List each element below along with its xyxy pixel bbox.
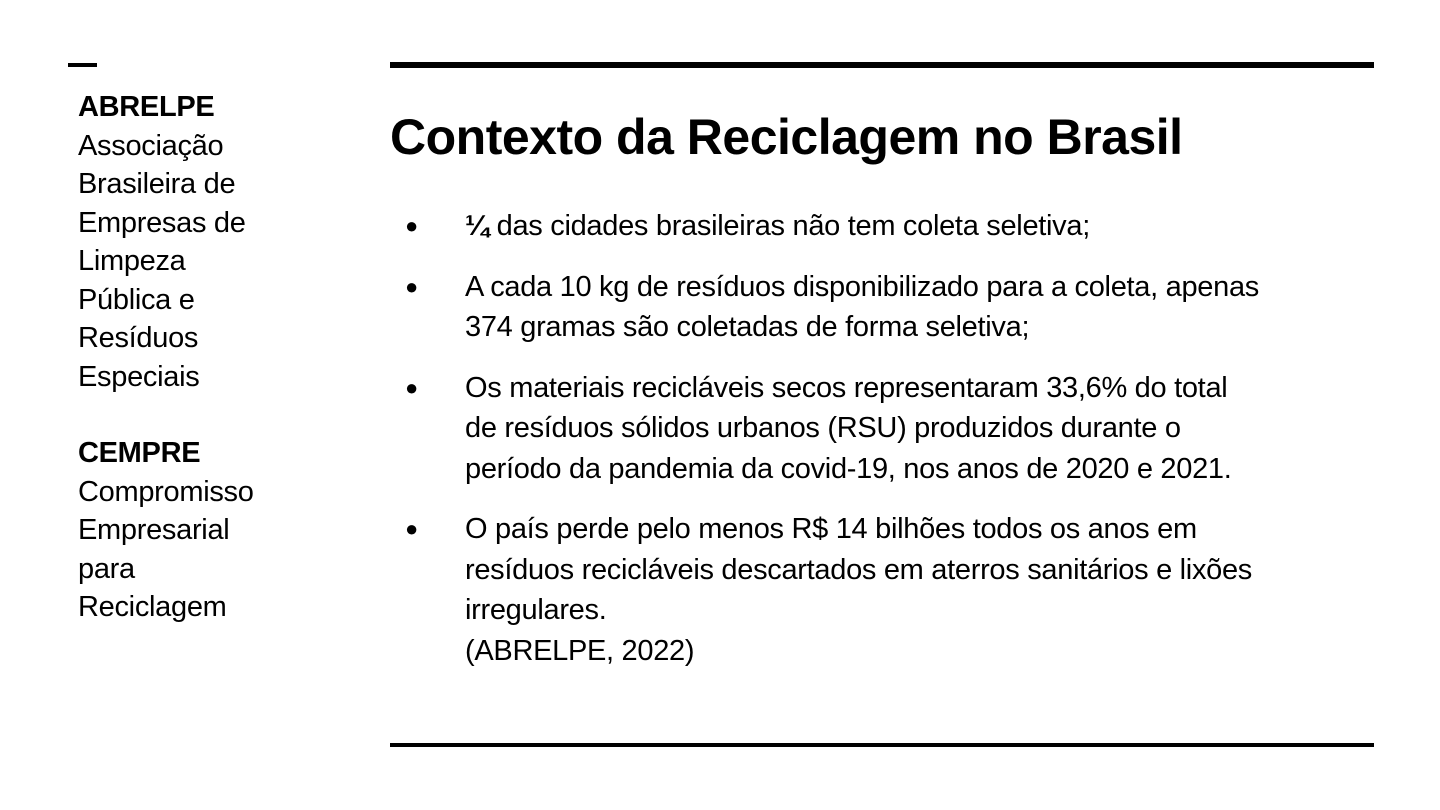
sidebar-spacer: [78, 396, 358, 434]
abrelpe-description: Associação Brasileira de Empresas de Limpeza Pública e Resíduos Especiais: [78, 129, 246, 393]
slide-title: Contexto da Reciclagem no Brasil: [390, 109, 1183, 165]
bullet-dot-icon: ●: [405, 516, 418, 541]
bullet-item: [405, 509, 1375, 671]
sidebar-accent-dash: [68, 63, 97, 67]
bullet-item: [405, 267, 1375, 348]
top-divider: [390, 62, 1374, 68]
bullet-bold-prefix: ¼: [465, 210, 489, 242]
bullet-text: A cada 10 kg de resíduos disponibilizado para a coleta, apenas 374 gramas são coletadas de forma seletiva;: [465, 270, 1259, 343]
cempre-description: Compromisso Empresarial para Reciclagem: [78, 475, 254, 623]
sidebar-entry-cempre: [78, 434, 358, 627]
abrelpe-name: ABRELPE: [78, 91, 215, 123]
bullet-dot-icon: ●: [405, 374, 418, 400]
bullet-item: [405, 206, 1375, 247]
cempre-name: CEMPRE: [78, 437, 201, 469]
sidebar-entry-abrelpe: [78, 88, 358, 396]
bullet-text: [465, 206, 1375, 247]
bullet-item: [405, 368, 1375, 490]
bullet-text-rest: das cidades brasileiras não tem coleta seletiva;: [488, 210, 1090, 242]
bullet-text: Os materiais recicláveis secos representaram 33,6% do total de resíduos sólidos urbanos (RSU) produzidos durante o período da pandemia da covid-19, nos anos de 2020 e 2021.: [465, 371, 1232, 485]
bullet-dot-icon: ●: [405, 273, 418, 299]
bottom-divider: [390, 743, 1374, 747]
bullet-dot-icon: ●: [405, 213, 418, 238]
bullet-list: [405, 206, 1375, 691]
sidebar: [78, 88, 358, 627]
bullet-text: O país perde pelo menos R$ 14 bilhões todos os anos em resíduos recicláveis descartados em aterros sanitários e lixões irregulares. (ABRELPE, 2022): [465, 513, 1253, 667]
